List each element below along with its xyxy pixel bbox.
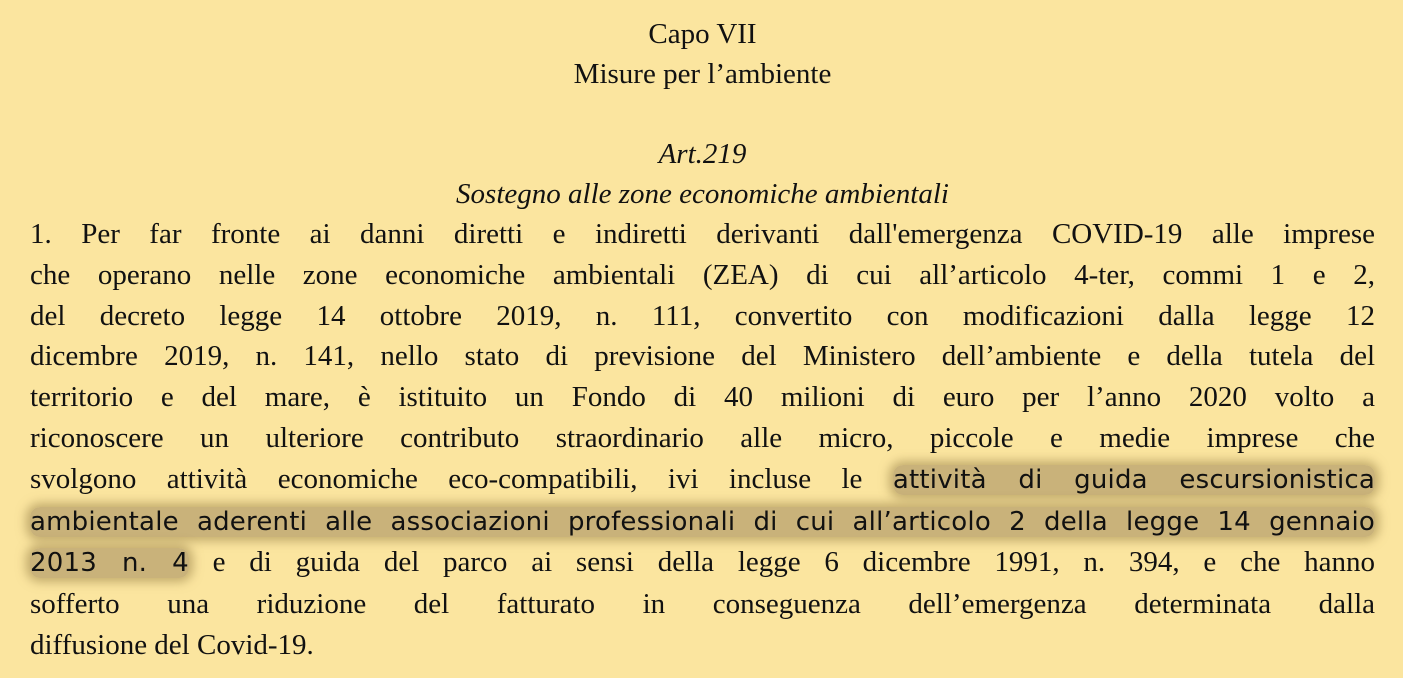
highlighted-text: attività di guida escursionistica — [892, 464, 1375, 495]
paragraph-line: territorio e del mare, è istituito un Fondo di 40 milioni di euro per l’anno 2020 volto a — [30, 381, 1375, 414]
chapter-number: Capo VII — [648, 18, 757, 50]
paragraph-line — [30, 501, 1375, 543]
paragraph-text: svolgono attività economiche eco-compatibili, ivi incluse le — [30, 462, 893, 495]
highlighted-text: ambientale aderenti alle associazioni professionali di cui all’articolo 2 della legge 14 gennaio — [30, 506, 1375, 537]
paragraph-line: che operano nelle zone economiche ambientali (ZEA) di cui all’articolo 4-ter, commi 1 e 2, — [30, 258, 1375, 291]
paragraph-line: del decreto legge 14 ottobre 2019, n. 111, convertito con modificazioni dalla legge 12 — [30, 299, 1375, 332]
chapter-header — [30, 14, 1375, 94]
paragraph-line: sofferto una riduzione del fatturato in conseguenza dell’emergenza determinata dalla — [30, 588, 1375, 621]
paragraph-line — [30, 542, 1375, 584]
paragraph-line: dicembre 2019, n. 141, nello stato di previsione del Ministero dell’ambiente e della tutela del — [30, 340, 1375, 373]
paragraph-line: riconoscere un ulteriore contributo straordinario alle micro, piccole e medie imprese che — [30, 421, 1375, 454]
article-header — [30, 134, 1375, 214]
paragraph-line: diffusione del Covid-19. — [30, 628, 314, 661]
highlighted-text: 2013 n. 4 — [30, 548, 189, 579]
paragraph-line: 1. Per far fronte ai danni diretti e indiretti derivanti dall'emergenza COVID-19 alle imprese — [30, 218, 1375, 250]
article-title: Sostegno alle zone economiche ambientali — [456, 178, 949, 210]
chapter-title: Misure per l’ambiente — [573, 58, 832, 90]
paragraph-line — [30, 459, 1375, 501]
article-paragraph — [30, 214, 1375, 666]
paragraph-text: e di guida del parco ai sensi della legge 6 dicembre 1991, n. 394, e che hanno — [188, 546, 1375, 579]
article-number: Art.219 — [658, 138, 747, 170]
